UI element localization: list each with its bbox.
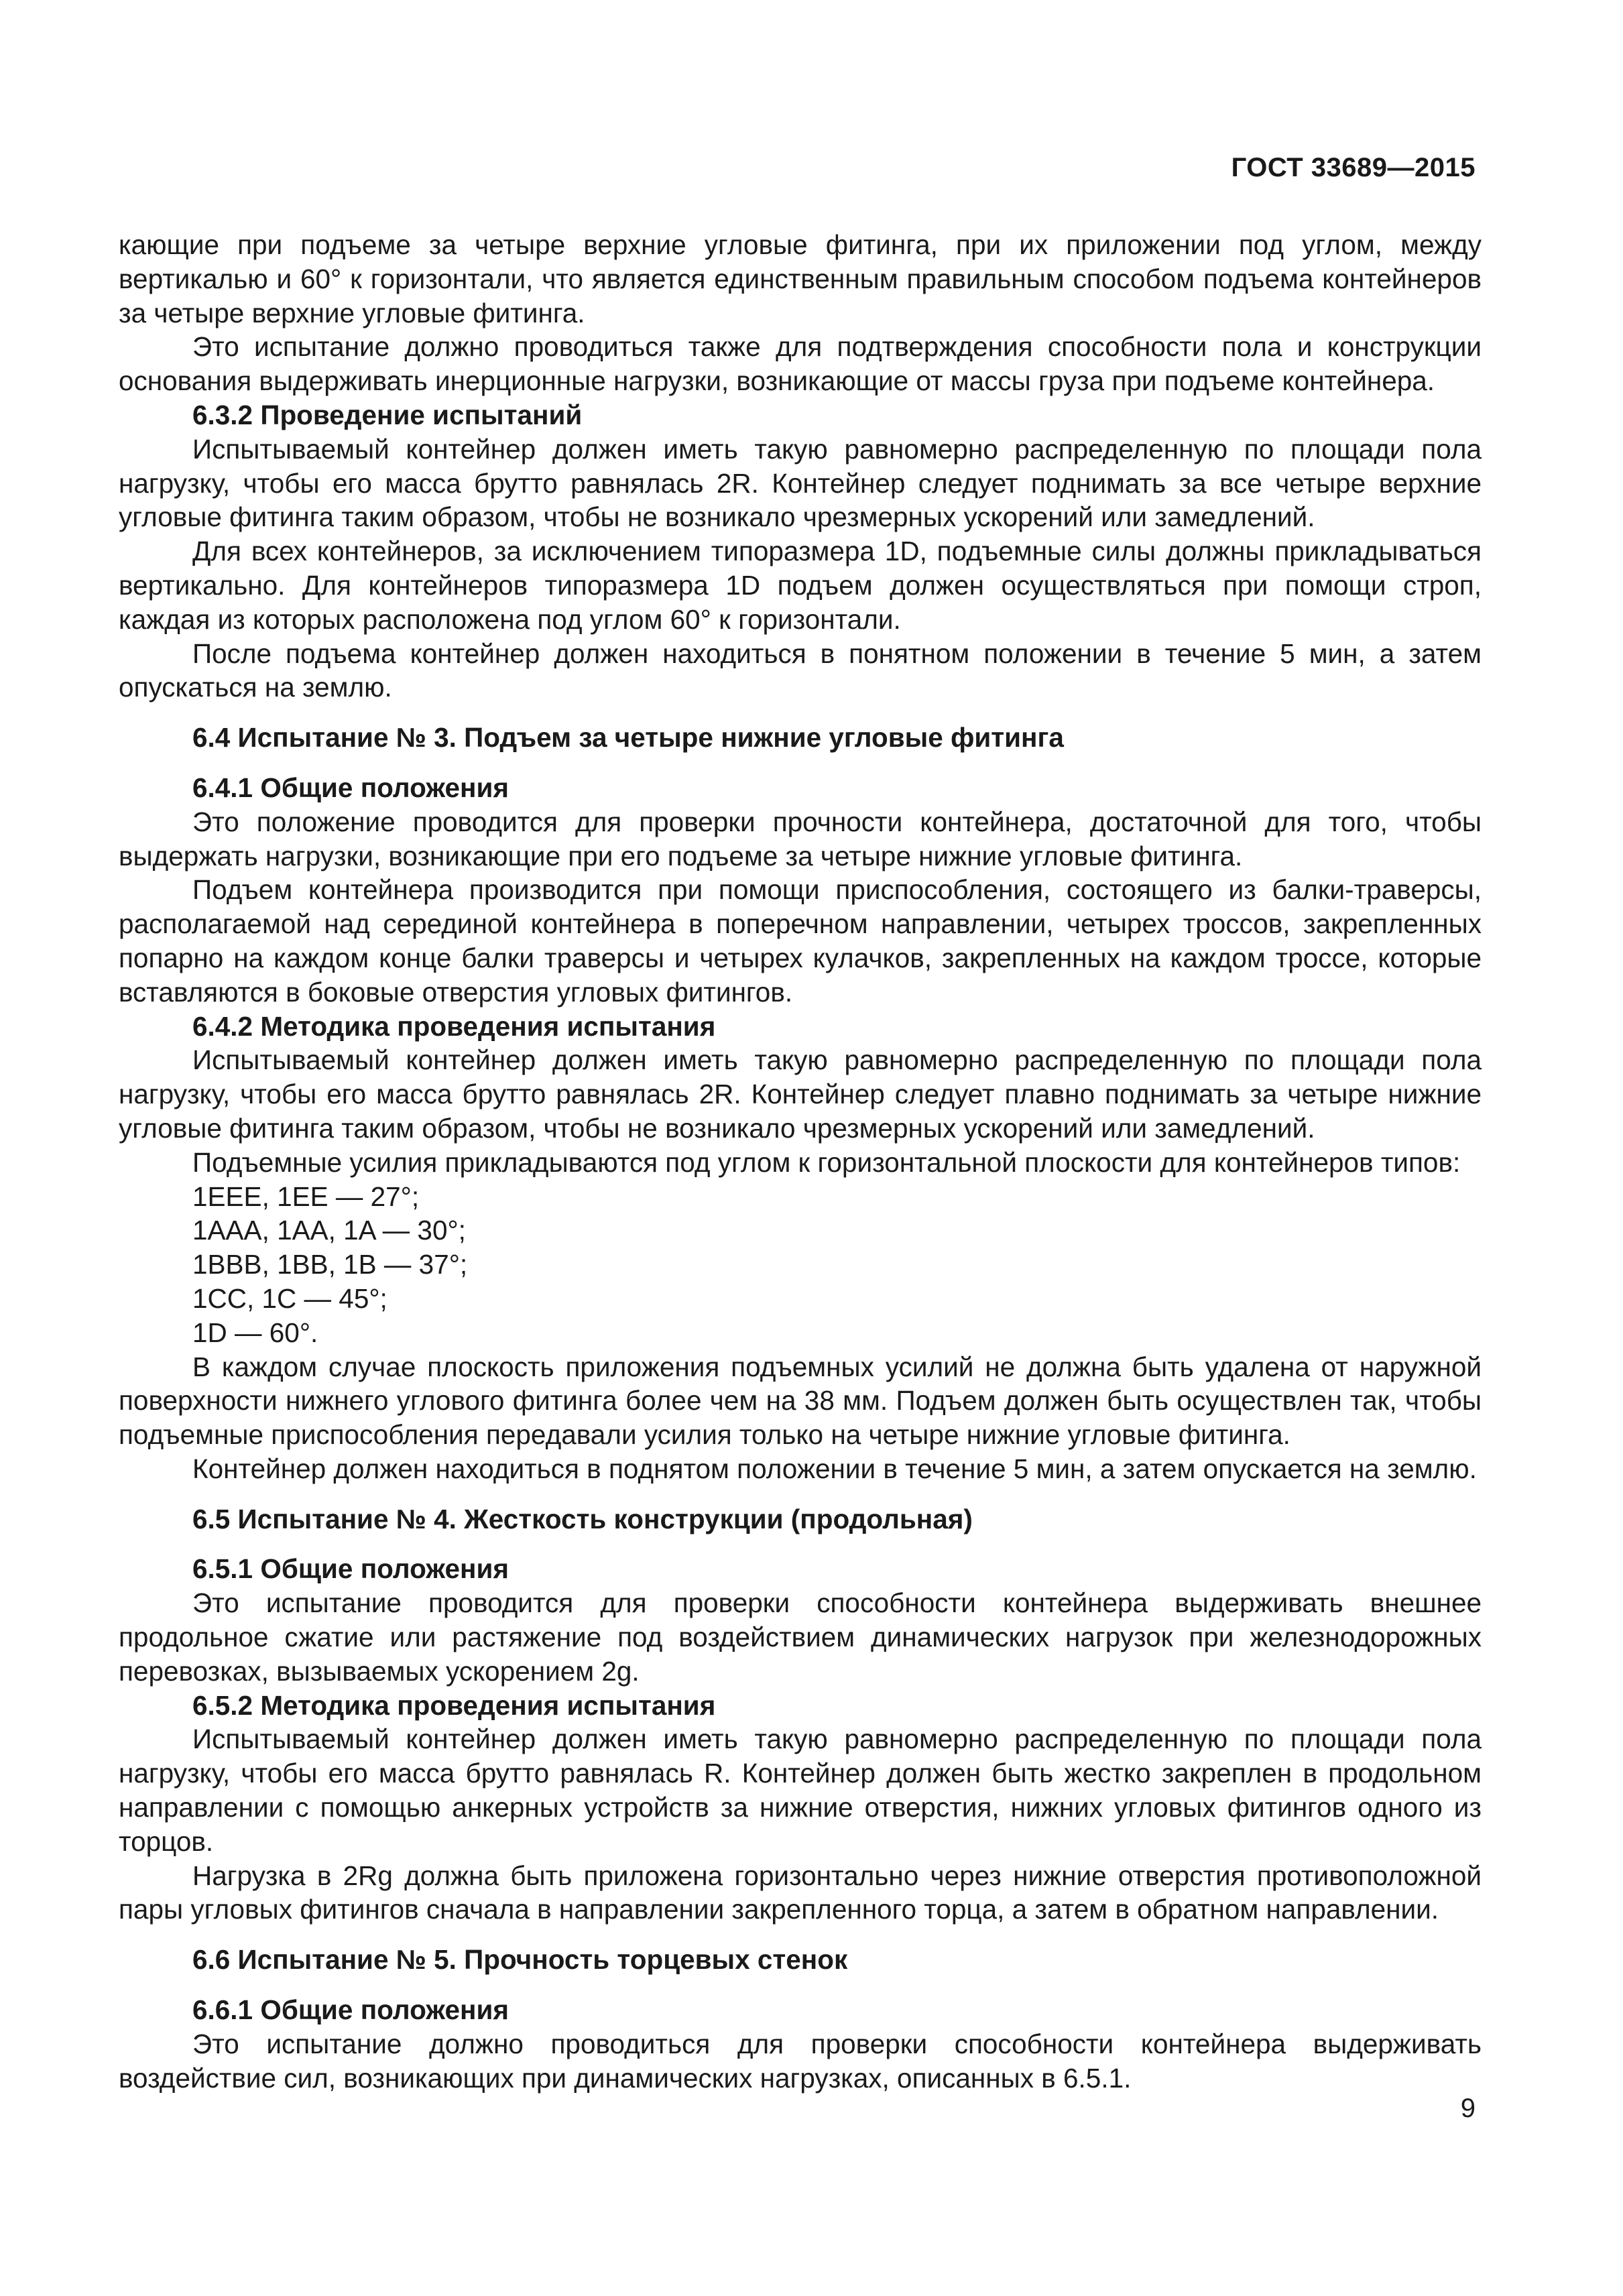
paragraph: Контейнер должен находиться в поднятом положении в течение 5 мин, а затем опускается на землю. <box>192 1453 1477 1484</box>
standard-header: ГОСТ 33689—2015 <box>1231 153 1476 182</box>
paragraph: После подъема контейнер должен находиться в понятном положении в течение 5 мин, а затем опускаться на землю. <box>119 638 1482 703</box>
paragraph: Это испытание проводится для проверки способности контейнера выдерживать внешнее продольное сжатие или растяжение под воздействием динамических нагрузок при железнодорожных перевозках, вызываемых ускорением 2g. <box>119 1587 1482 1687</box>
paragraph: Это испытание должно проводиться для проверки способности контейнера выдерживать воздействие сил, возникающих при динамических нагрузках, описанных в 6.5.1. <box>119 2028 1482 2094</box>
list-item: 1D — 60°. <box>192 1317 318 1348</box>
section-heading: 6.6.1 Общие положения <box>192 1994 509 2026</box>
section-heading: 6.5.1 Общие положения <box>192 1553 509 1585</box>
paragraph: Испытываемый контейнер должен иметь такую равномерно распределенную по площади пола нагрузку, чтобы его масса брутто равнялась 2R. Контейнер следует плавно поднимать за четыре нижние угловые фитинга таким образом, чтобы не возникало чрезмерных ускорений или замедлений. <box>119 1044 1482 1144</box>
list-item: 1AAA, 1AA, 1A — 30°; <box>192 1215 466 1246</box>
paragraph: Для всех контейнеров, за исключением типоразмера 1D, подъемные силы должны прикладываться вертикально. Для контейнеров типоразмера 1D подъем должен осуществляться при помощи строп, каждая из которых расположена под углом 60° к горизонтали. <box>119 536 1482 635</box>
section-heading: 6.5.2 Методика проведения испытания <box>192 1689 716 1721</box>
paragraph: Испытываемый контейнер должен иметь такую равномерно распределенную по площади пола нагрузку, чтобы его масса брутто равнялась 2R. Контейнер следует поднимать за все четыре верхние угловые фитинга таким образом, чтобы не возникало чрезмерных ускорений или замедлений. <box>119 433 1482 533</box>
paragraph: Нагрузка в 2Rg должна быть приложена горизонтально через нижние отверстия противоположной пары угловых фитингов сначала в направлении закрепленного торца, а затем в обратном направлении. <box>119 1860 1482 1925</box>
paragraph: Испытываемый контейнер должен иметь такую равномерно распределенную по площади пола нагрузку, чтобы его масса брутто равнялась R. Контейнер должен быть жестко закреплен в продольном направлении с помощью анкерных устройств за нижние отверстия, нижних угловых фитингов одного из торцов. <box>119 1724 1482 1857</box>
paragraph: Это положение проводится для проверки прочности контейнера, достаточной для того, чтобы выдержать нагрузки, возникающие при его подъеме за четыре нижние угловые фитинга. <box>119 806 1482 871</box>
list-item: 1BBB, 1BB, 1B — 37°; <box>192 1249 468 1280</box>
section-heading: 6.6 Испытание № 5. Прочность торцевых стенок <box>192 1944 848 1976</box>
list-item: 1CC, 1C — 45°; <box>192 1282 387 1314</box>
paragraph: Подъемные усилия прикладываются под углом к горизонтальной плоскости для контейнеров типов: <box>192 1146 1461 1178</box>
paragraph: Это испытание должно проводиться также для подтверждения способности пола и конструкции основания выдерживать инерционные нагрузки, возникающие от массы груза при подъеме контейнера. <box>119 331 1482 397</box>
paragraph: кающие при подъеме за четыре верхние угловые фитинга, при их приложении под углом, между вертикалью и 60° к горизонтали, что является единственным правильным способом подъема контейнеров за четыре верхние угловые фитинга. <box>119 229 1482 328</box>
section-heading: 6.4.2 Методика проведения испытания <box>192 1010 716 1042</box>
section-heading: 6.4 Испытание № 3. Подъем за четыре нижние угловые фитинга <box>192 722 1064 753</box>
section-heading: 6.4.1 Общие положения <box>192 772 509 803</box>
list-item: 1EEE, 1EE — 27°; <box>192 1181 420 1212</box>
section-heading: 6.3.2 Проведение испытаний <box>192 399 583 430</box>
paragraph: В каждом случае плоскость приложения подъемных усилий не должна быть удалена от наружной поверхности нижнего углового фитинга более чем на 38 мм. Подъем должен быть осуществлен так, чтобы подъемные приспособления передавали усилия только на четыре нижние угловые фитинга. <box>119 1351 1482 1451</box>
paragraph: Подъем контейнера производится при помощи приспособления, состоящего из балки-траверсы, располагаемой над серединой контейнера в поперечном направлении, четырех троссов, закрепленных попарно на каждом конце балки траверсы и четырех кулачков, закрепленных на каждом троссе, которые вставляются в боковые отверстия угловых фитингов. <box>119 874 1482 1008</box>
page-number: 9 <box>1460 2094 1476 2123</box>
document-body <box>119 228 1482 2095</box>
section-heading: 6.5 Испытание № 4. Жесткость конструкции (продольная) <box>192 1503 973 1534</box>
